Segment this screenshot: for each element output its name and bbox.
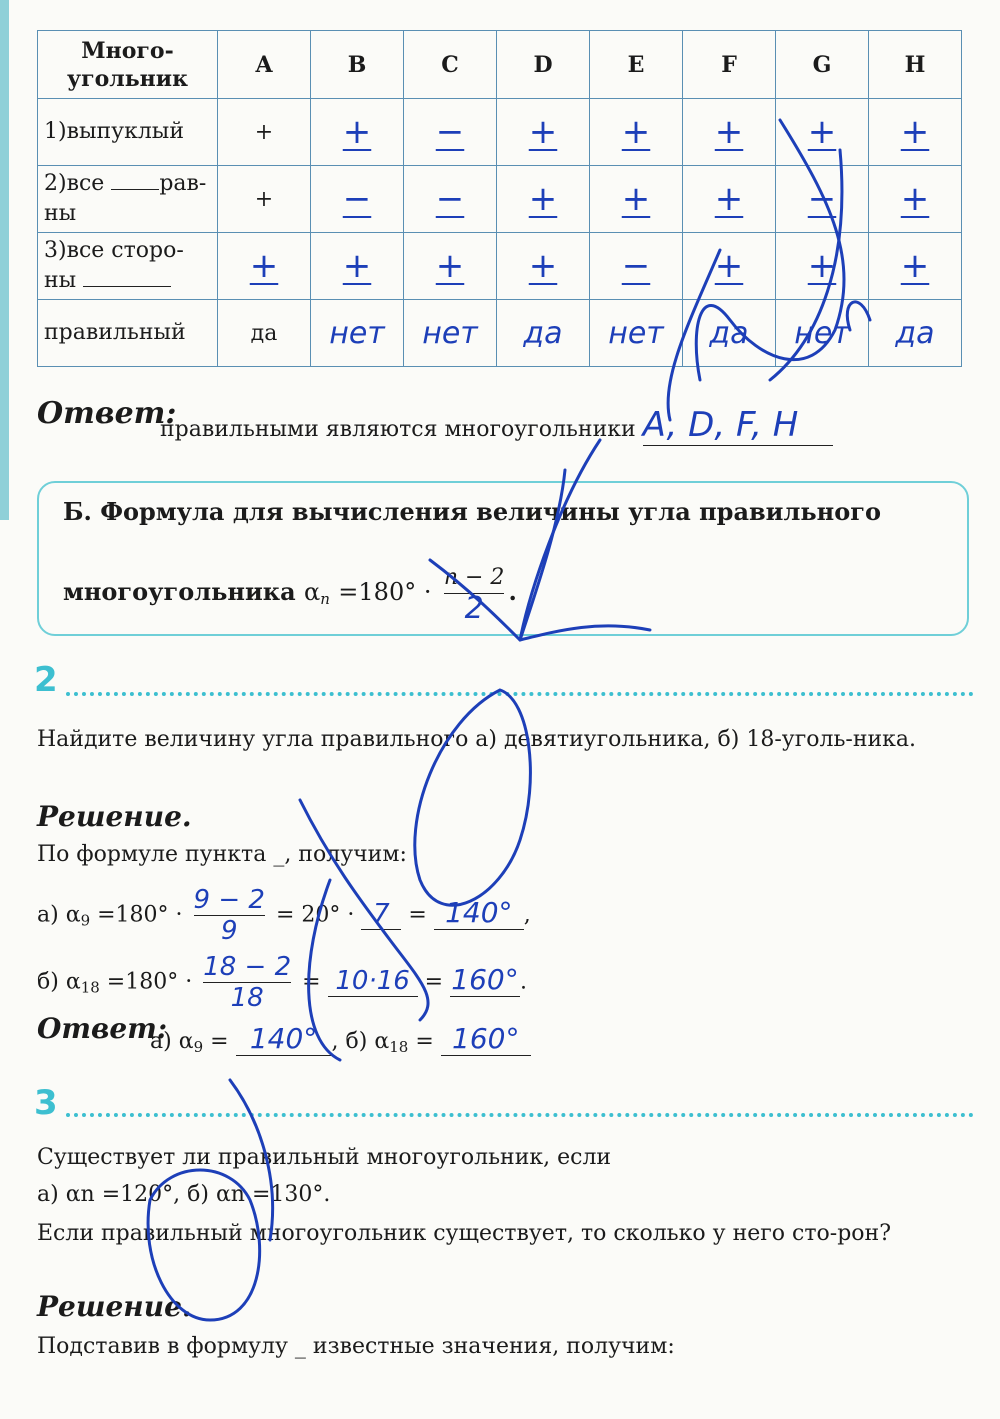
eq-prefix: б) α (37, 969, 81, 995)
eq-prefix: а) α (37, 902, 81, 928)
ans-part: = (210, 1029, 229, 1054)
handwritten-mark: + (621, 112, 651, 152)
fraction-denominator-hand: 2 (464, 591, 484, 626)
fraction-numerator: n − 2 (444, 563, 505, 594)
table-row (38, 99, 962, 166)
eq-part: =180° · (97, 902, 183, 928)
table-header-label: Много- угольник (38, 31, 218, 99)
alpha-symbol: α (304, 578, 321, 606)
ans-subscript: 18 (389, 1038, 409, 1056)
table-row (38, 166, 962, 233)
eq-subscript: 18 (80, 978, 100, 997)
answer-text (160, 405, 833, 446)
col-header: A (218, 31, 311, 99)
row-label-part: 2)все (44, 171, 112, 196)
handwritten-mark: + (900, 179, 930, 219)
handwritten-mark: + (807, 112, 837, 152)
handwritten-mark: + (528, 179, 558, 219)
page-edge-strip (0, 0, 9, 520)
formula-heading: Б. Формула для вычисления величины угла правильного (63, 497, 881, 526)
handwritten-value: 7 (361, 899, 401, 930)
handwritten-value: 10·16 (328, 966, 418, 997)
col-header: H (869, 31, 962, 99)
row-label (38, 233, 218, 300)
task-text: а) αn =120°, б) αn =130°. (37, 1182, 331, 1207)
handwritten-word: да (895, 315, 935, 351)
fraction-denominator: 9 (220, 916, 238, 946)
formula-box (37, 481, 969, 636)
fraction-denominator: 18 (230, 983, 264, 1013)
handwritten-mark: − (621, 246, 651, 286)
fraction-numerator: 9 − 2 (193, 885, 265, 915)
handwritten-value: 160° (451, 962, 519, 996)
handwritten-mark: + (714, 112, 744, 152)
task-text: Существует ли правильный многоугольник, если (37, 1145, 612, 1170)
row-label-part: ны (44, 268, 77, 293)
fraction (194, 885, 265, 946)
eq-part: = (408, 902, 427, 928)
handwritten-word: нет (794, 315, 850, 351)
handwritten-mark: + (528, 246, 558, 286)
alpha-subscript: n (320, 590, 330, 608)
handwritten-mark: − (342, 179, 372, 219)
solution-line-a (37, 885, 531, 946)
table-cell: + (218, 166, 311, 233)
eq-part: = (302, 969, 321, 995)
formula-end: . (508, 577, 517, 606)
task-number: 2 (34, 660, 58, 700)
handwritten-answer: A, D, F, H (643, 405, 833, 446)
formula-eq: =180° · (338, 578, 432, 606)
col-header: C (404, 31, 497, 99)
row-label: 1)выпуклый (38, 99, 218, 166)
answer-sentence: правильными являются многоугольники (160, 417, 636, 442)
formula-word: многоугольника (63, 577, 296, 606)
handwritten-mark: + (900, 246, 930, 286)
eq-part: =180° · (106, 969, 193, 995)
handwritten-value: 160° (441, 1022, 531, 1056)
table-cell: + (218, 99, 311, 166)
eq-end: , (523, 902, 531, 928)
blank-line (111, 188, 159, 190)
eq-part: = 20° · (275, 902, 355, 928)
handwritten-mark: + (807, 246, 837, 286)
row-label-part: рав- (159, 171, 207, 196)
col-header: B (311, 31, 404, 99)
solution-label: Решение. (37, 800, 192, 833)
handwritten-mark: − (435, 179, 465, 219)
handwritten-mark: + (342, 246, 372, 286)
dotted-divider (66, 692, 974, 696)
fraction (203, 952, 291, 1013)
handwritten-value: 140° (236, 1022, 332, 1056)
solution-label: Решение. (37, 1290, 192, 1323)
handwritten-mark: + (900, 112, 930, 152)
handwritten-mark: − (807, 179, 837, 219)
table-cell: да (218, 300, 311, 367)
handwritten-mark: + (342, 112, 372, 152)
col-header: F (683, 31, 776, 99)
handwritten-mark: + (249, 246, 279, 286)
answer-line (150, 1022, 531, 1056)
col-header: D (497, 31, 590, 99)
handwritten-word: да (709, 315, 749, 351)
row-label: правильный (38, 300, 218, 367)
solution-line-b (37, 952, 527, 1013)
handwritten-word: нет (608, 315, 664, 351)
task-number: 3 (34, 1083, 58, 1123)
formula-fraction (444, 563, 505, 624)
task-text: Если правильный многоугольник существует, то сколько у него сто-рон? (37, 1221, 891, 1246)
row-label-part: ны (44, 201, 77, 226)
eq-part: = (424, 969, 444, 995)
ans-part: а) α (150, 1029, 194, 1054)
blank-line (83, 285, 171, 287)
table-header-row (38, 31, 962, 99)
table-row (38, 233, 962, 300)
handwritten-mark: + (714, 179, 744, 219)
task-text: Найдите величину угла правильного а) девятиугольника, б) 18-уголь-ника. (37, 727, 917, 752)
polygon-table (37, 30, 962, 367)
formula-line (63, 563, 517, 624)
dotted-divider (66, 1113, 974, 1117)
handwritten-word: нет (329, 315, 385, 351)
solution-intro: По формуле пункта _, получим: (37, 842, 407, 867)
handwritten-mark: − (435, 112, 465, 152)
handwritten-mark: + (714, 246, 744, 286)
row-label-part: 3)все сторо- (44, 238, 184, 263)
handwritten-word: да (523, 315, 563, 351)
fraction-numerator: 18 − 2 (203, 952, 292, 982)
eq-subscript: 9 (80, 911, 91, 930)
answer-label: Ответ: (37, 396, 177, 431)
row-label (38, 166, 218, 233)
handwritten-mark: + (528, 112, 558, 152)
eq-end: . (520, 969, 528, 995)
handwritten-word: нет (422, 315, 478, 351)
table-row (38, 300, 962, 367)
handwritten-mark: + (621, 179, 651, 219)
col-header: G (776, 31, 869, 99)
ans-part: , б) α (331, 1029, 390, 1054)
handwritten-value: 140° (434, 896, 524, 930)
col-header: E (590, 31, 683, 99)
solution-intro: Подставив в формулу _ известные значения, получим: (37, 1334, 675, 1359)
handwritten-mark: + (435, 246, 465, 286)
answer-label: Ответ: (37, 1012, 168, 1045)
ans-part: = (415, 1029, 434, 1054)
ans-subscript: 9 (193, 1038, 204, 1056)
